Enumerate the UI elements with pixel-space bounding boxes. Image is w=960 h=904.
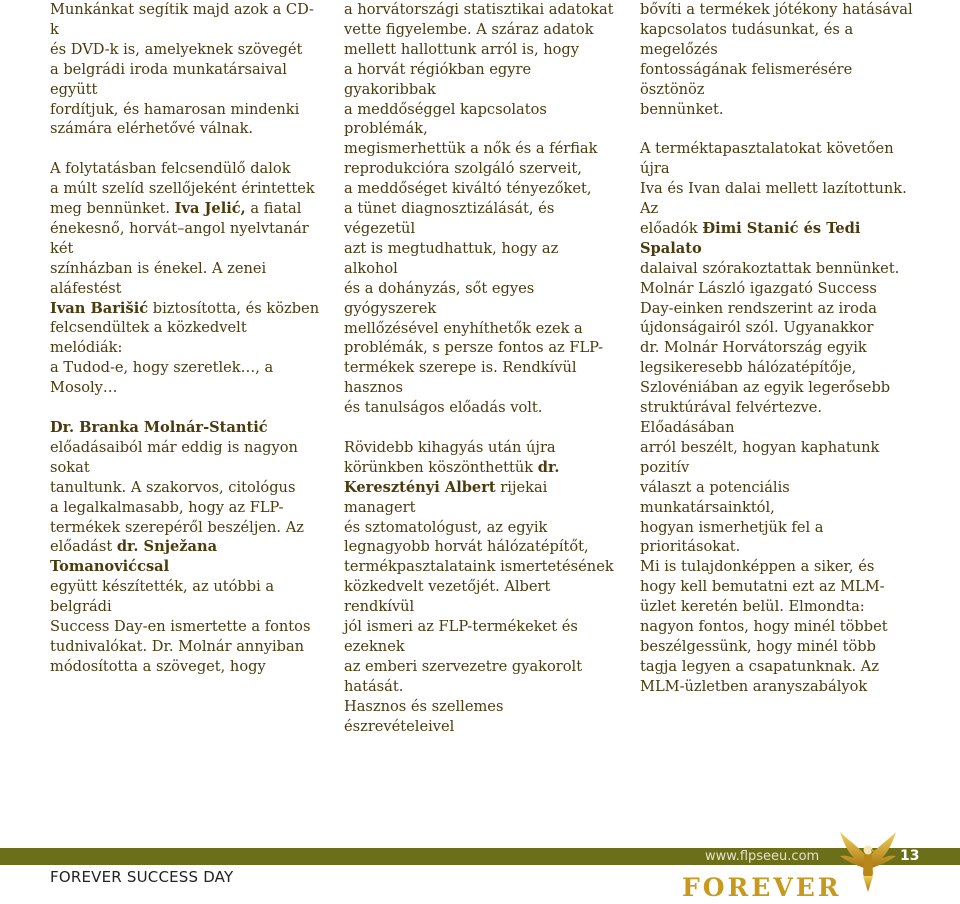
bold-name-run: Đimi Stanić és Tedi Spalato — [640, 219, 861, 257]
bold-name-run: dr. Keresztényi Albert — [344, 458, 560, 496]
page-number: 13 — [900, 848, 920, 864]
paragraph — [50, 0, 322, 139]
bold-name-run: Iva Jelić, — [174, 200, 246, 218]
text-column-3 — [640, 0, 920, 697]
paragraph — [640, 0, 920, 119]
text-run: Munkánkat segítik majd azok a CD-k és DVD-k is, amelyeknek szövegét a belgrádi iroda munkatársaival együtt fordítjuk, és hamarosan mindenki számára elérhetővé válnak. — [50, 1, 314, 138]
text-run: biztosította, és közben felcsendültek a közkedvelt melódiák: a Tudod-e, hogy szeretlek…, a Mosoly… — [50, 299, 320, 397]
text-run: rijekai managert és sztomatológust, az egyik legnagyobb horvát hálózatépítőt, termékpasztalataink ismertetésének közkedvelt vezetőjét. Albert rendkívül jól ismeri az FLP-termékeket és ezeknek az emberi szervezetre gyakorolt hatását. Hasznos és szellemes észrevételeivel — [344, 478, 614, 735]
text-run: együtt készítették, az utóbbi a belgrádi Success Day-en ismertette a fontos tudnivalókat. Dr. Molnár annyiban módosította a szöveget, hogy — [50, 578, 311, 675]
text-column-2 — [344, 0, 614, 737]
text-run: bővíti a termékek jótékony hatásával kapcsolatos tudásunkat, és a megelőzés fontosságának felismerésére ösztönöz bennünket. — [640, 1, 913, 118]
paragraph — [50, 418, 322, 677]
paragraph — [344, 0, 614, 418]
paragraph — [344, 438, 614, 737]
forever-logo-wordmark: FOREVER — [682, 873, 842, 902]
text-run: A terméktapasztalatokat követően újra Iva és Ivan dalai mellett lazítottunk. Az előadók — [640, 140, 907, 237]
eagle-icon — [838, 828, 898, 898]
paragraph — [640, 139, 920, 696]
paragraph — [50, 159, 322, 398]
text-run: dalaival szórakoztattak bennünket. Molnár László igazgató Success Day-einken rendszerint az iroda újdonságairól szól. Ugyanakkor dr. Molnár Horvátország egyik legsikeresebb hálózatépítője, Szlovéniában az egyik legerősebb struktúrával felvértezve. Előadásában arról beszélt, hogyan kaphatunk pozitív választ a potenciális munkatársainktól, hogyan ismerhetjük fel a prioritásokat. Mi is tulajdonképpen a siker, és hogy kell bemutatni ezt az MLM- üzlet keretén belül. Elmondta: nagyon fontos, hogy minél többet beszélgessünk, hogy minél több tagja legyen a csapatunknak. Az MLM-üzletben aranyszabályok — [640, 259, 900, 695]
footer-url[interactable]: www.flpseeu.com — [705, 849, 820, 864]
text-run: A folytatásban felcsendülő dalok a múlt szelíd szellőjeként érintettek meg bennünket. — [50, 160, 315, 218]
bold-name-run: dr. Snježana Tomanovićcsal — [50, 538, 218, 576]
bold-name-run: Dr. Branka Molnár-Stantić — [50, 419, 268, 436]
text-run: a horvátországi statisztikai adatokat vette figyelembe. A száraz adatok mellett hallottunk arról is, hogy a horvát régiókban egyre gyakoribbak a meddőséggel kapcsolatos problémák, megismerhettük a nők és a férfiak reprodukcióra szolgáló szerveit, a meddőséget kiváltó tényezőket, a tünet diagnosztizálását, és végezetül azt is megtudhattuk, hogy az alkohol és a dohányzás, sőt egyes gyógyszerek mellőzésével enyhíthetők ezek a problémák, s persze fontos az FLP- termékek szerepe is. Rendkívül hasznos és tanulságos előadás volt. — [344, 1, 614, 417]
publication-title: FOREVER SUCCESS DAY — [50, 868, 234, 886]
text-run: előadásaiból már eddig is nagyon sokat tanultunk. A szakorvos, citológus a legalkalmasabb, hogy az FLP- termékek szerepéről beszéljen. Az előadást — [50, 438, 304, 556]
text-column-1 — [50, 0, 322, 677]
text-run: a fiatal énekesnő, horvát–angol nyelvtanár két színházban is énekel. A zenei aláfestést — [50, 200, 309, 297]
bold-name-run: Ivan Barišić — [50, 299, 149, 317]
text-run: Rövidebb kihagyás után újra körünkben köszönthettük — [344, 438, 556, 476]
